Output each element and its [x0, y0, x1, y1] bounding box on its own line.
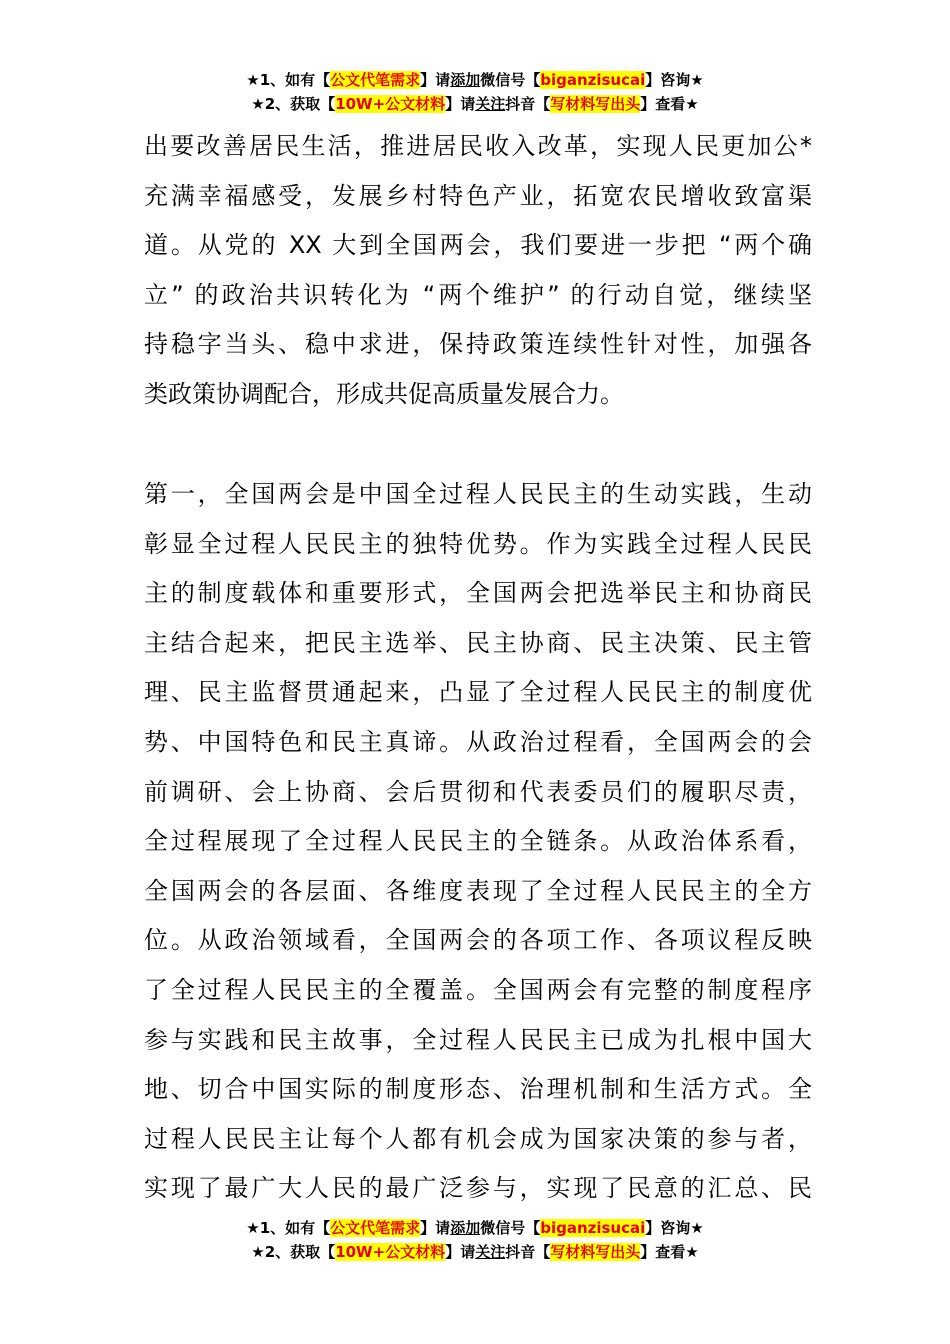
- text-line: 理、民主监督贯通起来，凸显了全过程人民民主的制度优: [144, 678, 812, 707]
- banner-text: 】咨询★: [645, 71, 704, 89]
- text-line: 实现了最广大人民的最广泛参与，实现了民意的汇总、民: [144, 1174, 812, 1203]
- banner-text: 】查看★: [640, 1243, 699, 1261]
- banner-text: 抖音【: [505, 95, 551, 113]
- banner-text: 】请: [445, 95, 476, 113]
- underlined-text: 关注: [475, 1243, 506, 1261]
- paragraph-1: [144, 122, 812, 420]
- banner-text: ★1、如有【: [246, 71, 331, 89]
- text-line: 持稳字当头、稳中求进，保持政策连续性针对性，加强各: [144, 330, 812, 359]
- text-line: 充满幸福感受，发展乡村特色产业，拓宽农民增收致富渠: [144, 181, 812, 210]
- text-line: 主结合起来，把民主选举、民主协商、民主决策、民主管: [144, 628, 812, 657]
- banner-line-2: [0, 1240, 950, 1264]
- text-line: 彰显全过程人民民主的独特优势。作为实践全过程人民民: [144, 529, 812, 558]
- highlight-text: 10W+公文材料: [335, 95, 446, 113]
- text-line: 前调研、会上协商、会后贯彻和代表委员们的履职尽责，: [144, 777, 812, 806]
- text-line: 第一，全国两会是中国全过程人民民主的生动实践，生动: [144, 480, 812, 508]
- banner-text: 】请: [420, 71, 451, 89]
- banner-text: 微信号【: [480, 71, 541, 89]
- text-line: 位。从政治领域看，全国两会的各项工作、各项议程反映: [144, 926, 812, 955]
- text-line: 立” 的政治共识转化为 “两个维护” 的行动自觉，继续坚: [144, 280, 812, 309]
- text-line: 参与实践和民主故事，全过程人民民主已成为扎根中国大: [144, 1025, 812, 1054]
- footer-banner: [0, 1216, 950, 1264]
- wechat-id-highlight: biganzisucai: [540, 71, 646, 89]
- header-banner: [0, 68, 950, 116]
- underlined-text: 添加: [450, 71, 481, 89]
- highlight-text: 10W+公文材料: [335, 1243, 446, 1261]
- text-line: 地、切合中国实际的制度形态、治理机制和生活方式。全: [144, 1075, 812, 1104]
- banner-line-1: [0, 1216, 950, 1240]
- banner-text: 】请: [420, 1219, 451, 1237]
- underlined-text: 添加: [450, 1219, 481, 1237]
- text-line: 出要改善居民生活，推进居民收入改革，实现人民更加公*: [144, 132, 812, 160]
- banner-text: 微信号【: [480, 1219, 541, 1237]
- paragraph-2: [144, 470, 812, 1214]
- text-line: 道。从党的 XX 大到全国两会，我们要进一步把 “两个确: [144, 231, 812, 260]
- banner-text: 抖音【: [505, 1243, 551, 1261]
- banner-line-2: [0, 92, 950, 116]
- text-line: 了全过程人民民主的全覆盖。全国两会有完整的制度程序: [144, 975, 812, 1004]
- highlight-text: 公文代笔需求: [330, 71, 421, 89]
- text-line: 过程人民民主让每个人都有机会成为国家决策的参与者，: [144, 1124, 812, 1153]
- banner-text: 】查看★: [640, 95, 699, 113]
- banner-line-1: [0, 68, 950, 92]
- douyin-id-highlight: 写材料写出头: [550, 95, 641, 113]
- douyin-id-highlight: 写材料写出头: [550, 1243, 641, 1261]
- text-line: 全过程展现了全过程人民民主的全链条。从政治体系看，: [144, 827, 812, 856]
- text-line: 类政策协调配合，形成共促高质量发展合力。: [144, 379, 624, 408]
- highlight-text: 公文代笔需求: [330, 1219, 421, 1237]
- underlined-text: 关注: [475, 95, 506, 113]
- banner-text: ★2、获取【: [251, 1243, 336, 1261]
- banner-text: 】咨询★: [645, 1219, 704, 1237]
- text-line: 全国两会的各层面、各维度表现了全过程人民民主的全方: [144, 876, 812, 905]
- text-line: 势、中国特色和民主真谛。从政治过程看，全国两会的会: [144, 727, 812, 756]
- banner-text: 】请: [445, 1243, 476, 1261]
- banner-text: ★2、获取【: [251, 95, 336, 113]
- banner-text: ★1、如有【: [246, 1219, 331, 1237]
- wechat-id-highlight: biganzisucai: [540, 1219, 646, 1237]
- text-line: 主的制度载体和重要形式，全国两会把选举民主和协商民: [144, 579, 812, 608]
